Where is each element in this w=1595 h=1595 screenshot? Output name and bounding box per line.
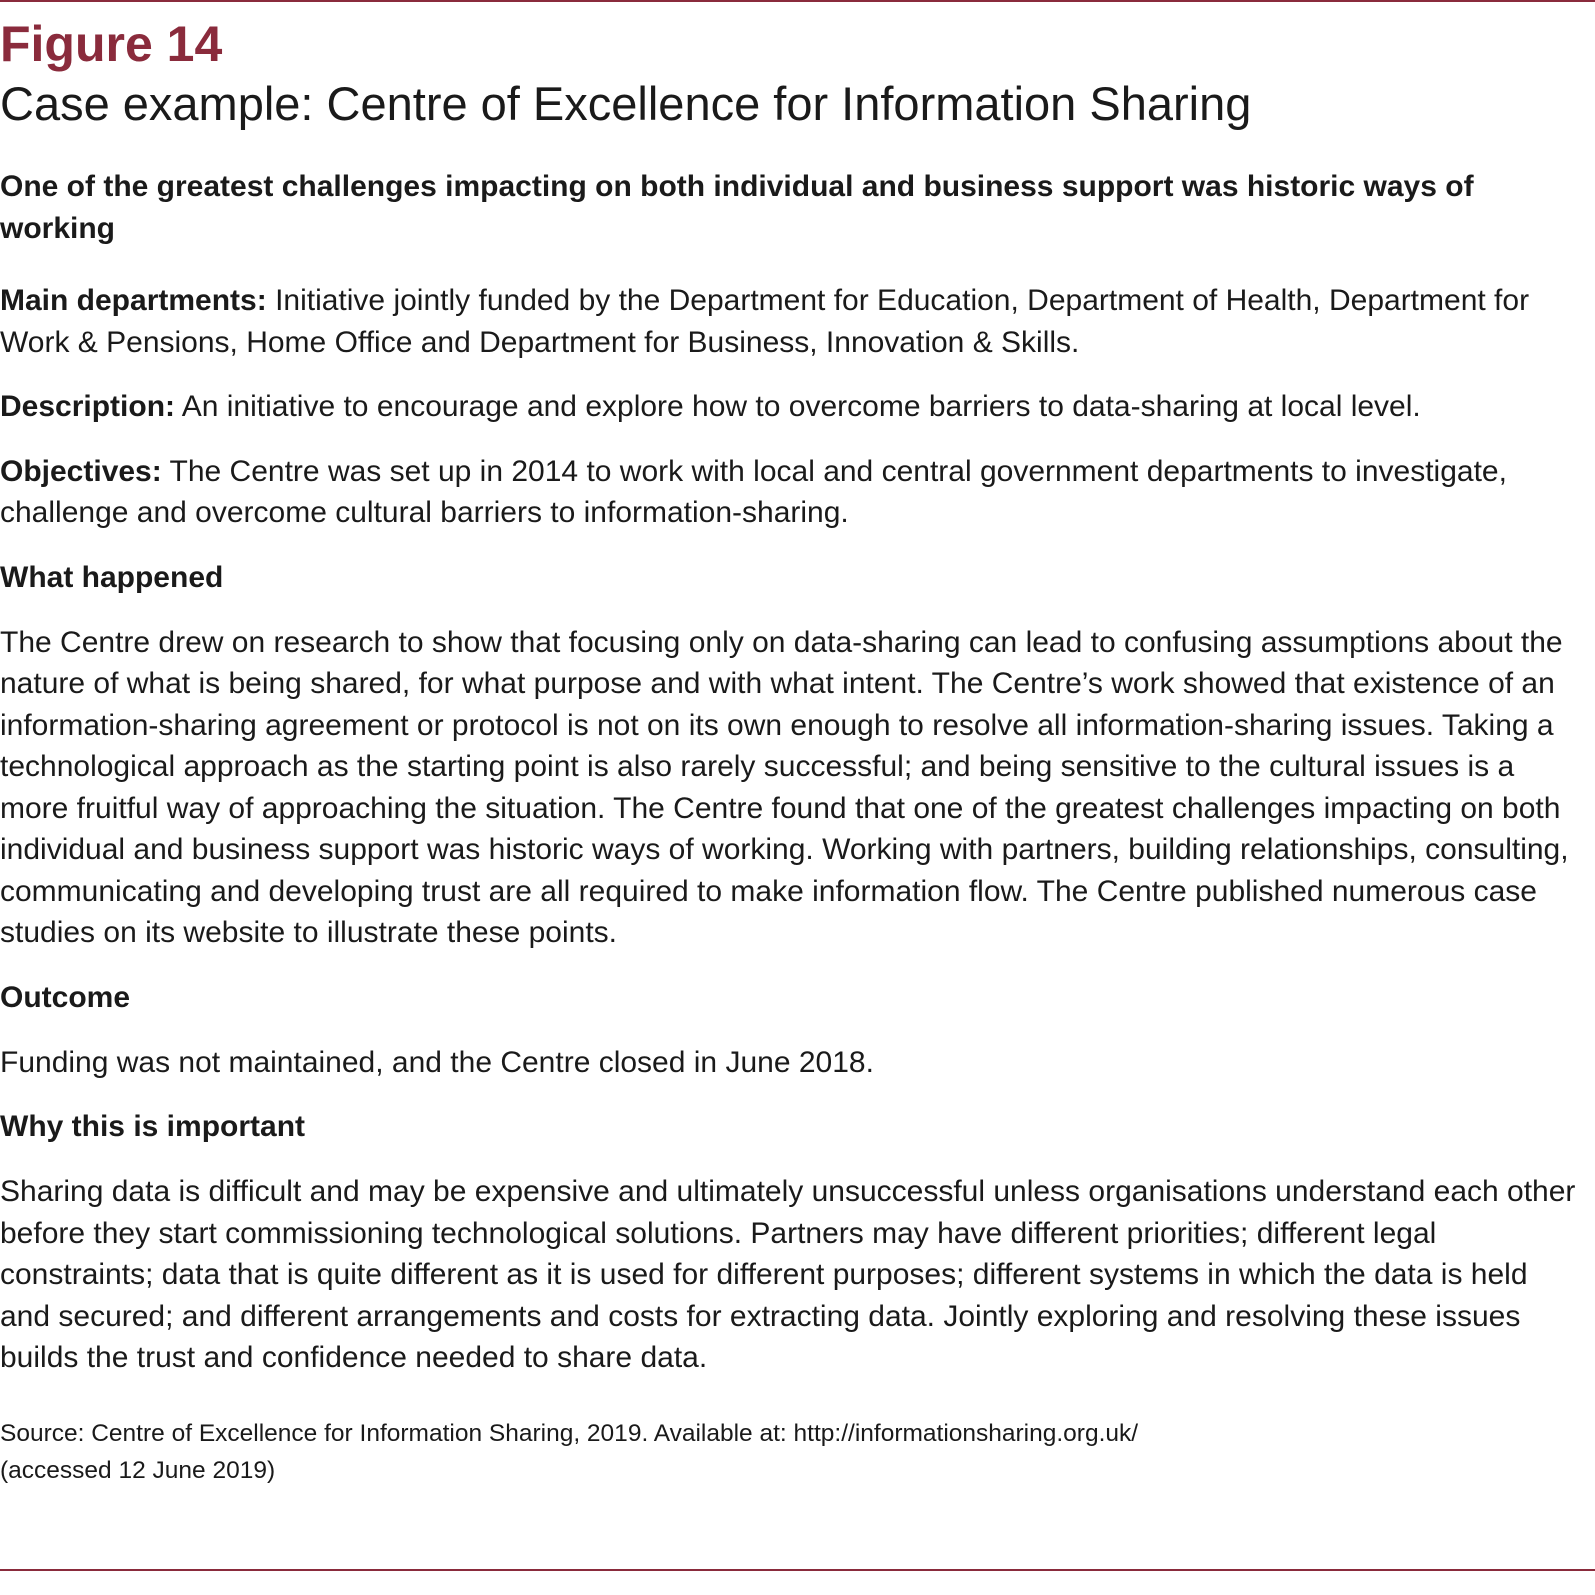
objectives — [0, 451, 1580, 534]
objectives-label: Objectives: — [0, 454, 162, 488]
main-departments-label: Main departments: — [0, 284, 267, 317]
figure-title: Case example: Centre of Excellence for Information Sharing — [0, 77, 1252, 130]
source-note — [0, 1415, 1580, 1489]
objectives-text: The Centre was set up in 2014 to work with local and central government departments to investigate, challenge and overcome cultural barriers to information-sharing. — [0, 454, 1507, 529]
why-important-text: Sharing data is difficult and may be expensive and ultimately unsuccessful unless organisations understand each other before they start commissioning technological solutions. Partners may have different priorities; different legal constraints; data that is quite different as it is used for different purposes; different systems in which the data is held and secured; and different arrangements and costs for extracting data. Jointly exploring and resolving these issues builds the trust and confidence needed to share data. — [0, 1175, 1576, 1374]
description-label: Description: — [0, 390, 176, 423]
figure-label: Figure 14 — [0, 16, 223, 72]
main-departments-text: Initiative jointly funded by the Department for Education, Department of Health, Department for Work & Pensions, Home Office and Department for Business, Innovation & Skills. — [0, 284, 1530, 359]
description — [0, 386, 1580, 428]
description-text: An initiative to encourage and explore how to overcome barriers to data-sharing at local level. — [181, 390, 1421, 423]
what-happened-heading: What happened — [0, 560, 224, 594]
top-rule — [0, 0, 1595, 2]
lead-statement: One of the greatest challenges impacting on both individual and business support was historic ways of working — [0, 170, 1474, 245]
what-happened-text: The Centre drew on research to show that focusing only on data-sharing can lead to confusing assumptions about the nature of what is being shared, for what purpose and with what intent. The Centre’s work showed that existence of an information-sharing agreement or protocol is not on its own enough to resolve all information-sharing issues. Taking a technological approach as the starting point is also rarely successful; and being sensitive to the cultural issues is a more fruitful way of approaching the situation. The Centre found that one of the greatest challenges impacting on both individual and business support was historic ways of working. Working with partners, building relationships, consulting, communicating and developing trust are all required to make information flow. The Centre published numerous case studies on its website to illustrate these points. — [0, 625, 1569, 949]
bottom-rule — [0, 1569, 1595, 1571]
outcome-text: Funding was not maintained, and the Centre closed in June 2018. — [0, 1045, 874, 1079]
figure-panel — [0, 14, 1580, 1489]
main-departments — [0, 280, 1580, 363]
source-line-1: Source: Centre of Excellence for Information Sharing, 2019. Available at: http://informationsharing.org.uk/ — [0, 1419, 1139, 1447]
why-important-heading: Why this is important — [0, 1110, 306, 1143]
source-line-2: (accessed 12 June 2019) — [0, 1456, 276, 1484]
outcome-heading: Outcome — [0, 980, 131, 1014]
